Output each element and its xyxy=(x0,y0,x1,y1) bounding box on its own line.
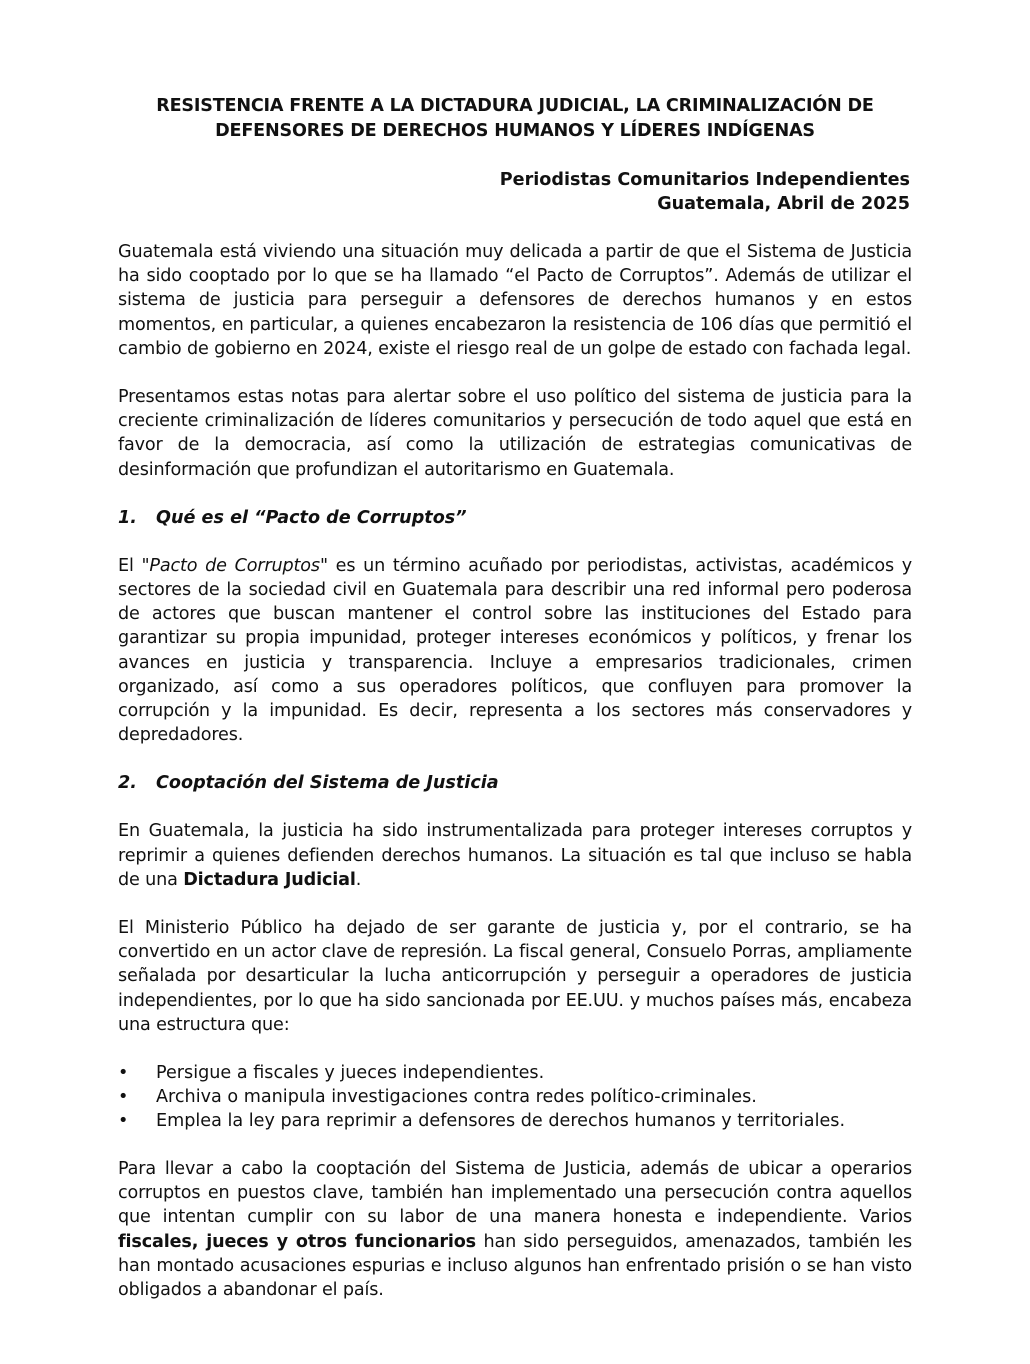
title-line-1: RESISTENCIA FRENTE A LA DICTADURA JUDICIAL, LA CRIMINALIZACIÓN DE xyxy=(156,96,874,116)
bullet-icon: • xyxy=(118,1063,129,1084)
intro-paragraph-1: Guatemala está viviendo una situación muy delicada a partir de que el Sistema de Justicia ha sido cooptado por lo que se ha llamado “el Pacto de Corruptos”. Además de utilizar el sistema de justicia para perseguir a defensores de derechos humanos y en estos momentos, en particular, a quienes encabezaron la resistencia de 106 días que permitió el cambio de gobierno en 2024, existe el riesgo real de un golpe de estado con fachada legal. xyxy=(118,242,912,359)
section-1-paragraph xyxy=(118,554,912,748)
section-2-p1-text: En Guatemala, la justicia ha sido instrumentalizada para proteger intereses corruptos y reprimir a quienes defienden derechos humanos. La situación es tal que incluso se habla de una xyxy=(118,821,912,890)
section-2-paragraph-2: El Ministerio Público ha dejado de ser garante de justicia y, por el contrario, se ha convertido en un actor clave de represión. La fiscal general, Consuelo Porras, ampliamente señalada por desarticular la lucha anticorrupción y perseguir a operadores de justicia independientes, por lo que ha sido sancionada por EE.UU. y muchos países más, encabeza una estructura que: xyxy=(118,918,912,1035)
section-2-p3-end: han sido perseguidos, amenazados, también les han montado acusaciones espurias e incluso algunos han enfrentado prisión o se han visto obligados a abandonar el país. xyxy=(118,1231,912,1301)
section-1-lead: El xyxy=(118,555,142,576)
section-1-body: es un término acuñado por periodistas, activistas, académicos y sectores de la sociedad civil en Guatemala para describir una red informal pero poderosa de actores que buscan mantener el control sobre las instituciones del Estado para garantizar su propia impunidad, proteger intereses económicos y políticos, y frenar los avances en justicia y transparencia. Incluye a empresarios tradicionales, crimen organizado, así como a sus operadores políticos, que confluyen para promover la corrupción y la impunidad. Es decir, representa a los sectores más conservadores y depredadores. xyxy=(118,555,912,746)
author: Periodistas Comunitarios Independientes xyxy=(499,170,910,190)
section-1-number: 1. xyxy=(118,507,137,528)
bullet-icon: • xyxy=(118,1087,129,1108)
section-2-number: 2. xyxy=(118,773,137,794)
document-title xyxy=(118,94,912,144)
intro-paragraph-2: Presentamos estas notas para alertar sobre el uso político del sistema de justicia para la creciente criminalización de líderes comunitarios y persecución de todo aquel que está en favor de la democracia, así como la utilización de estrategias comunicativas de desinformación que profundizan el autoritarismo en Guatemala. xyxy=(118,387,912,480)
section-2-title: Cooptación del Sistema de Justicia xyxy=(156,773,499,794)
list-item xyxy=(118,1109,912,1133)
list-item-text: Archiva o manipula investigaciones contra redes político-criminales. xyxy=(156,1087,757,1108)
section-2-paragraph-1 xyxy=(118,819,912,892)
section-1-heading xyxy=(118,506,912,530)
section-2-p1-end: . xyxy=(355,869,362,890)
section-1-title: Qué es el “Pacto de Corruptos” xyxy=(156,507,467,528)
structure-list xyxy=(118,1061,912,1133)
list-item xyxy=(118,1085,912,1109)
bullet-icon: • xyxy=(118,1111,129,1132)
list-item-text: Persigue a fiscales y jueces independientes. xyxy=(156,1063,545,1084)
byline xyxy=(118,168,912,216)
list-item xyxy=(118,1061,912,1085)
section-2-heading xyxy=(118,771,912,795)
dictadura-judicial: Dictadura Judicial xyxy=(183,869,356,890)
list-item-text: Emplea la ley para reprimir a defensores de derechos humanos y territoriales. xyxy=(156,1111,846,1132)
place-date: Guatemala, Abril de 2025 xyxy=(657,194,910,214)
section-2-paragraph-3 xyxy=(118,1157,912,1302)
title-line-2: DEFENSORES DE DERECHOS HUMANOS Y LÍDERES INDÍGENAS xyxy=(215,121,815,141)
pacto-term: "Pacto de Corruptos" xyxy=(141,555,328,576)
section-2-p3-start: Para llevar a cabo la cooptación del Sistema de Justicia, además de ubicar a operarios corruptos en puestos clave, también han implementado una persecución contra aquellos que intentan cumplir con su labor de una manera honesta e independiente. Varios xyxy=(118,1159,912,1228)
officials-bold: fiscales, jueces y otros funcionarios xyxy=(118,1231,476,1252)
